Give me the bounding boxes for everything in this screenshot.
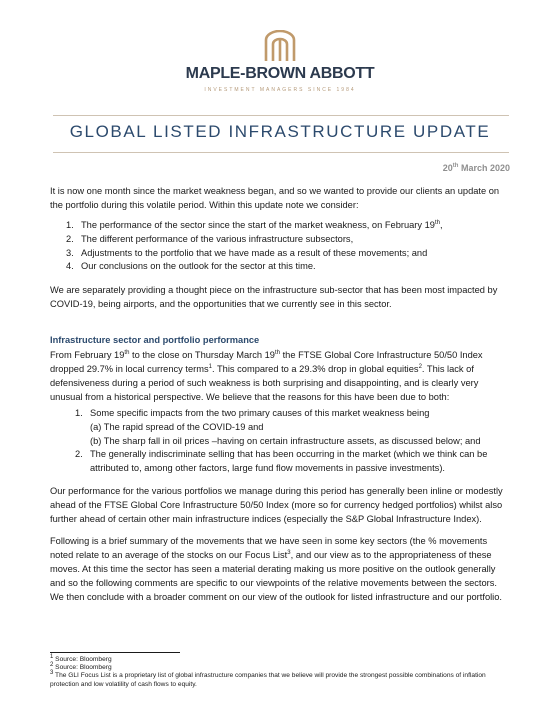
intro-paragraph: It is now one month since the market weakness began, and so we wanted to provide our clients an update on the portfolio during this volatile period. Within this update note we consider: [50,186,500,210]
list-item: 3. Adjustments to the portfolio that we have made as a result of these movements; and [66,247,428,258]
list-subitem: (b) The sharp fall in oil prices –having on certain infrastructure assets, as discussed below; and [90,435,481,446]
list-item: 1. Some specific impacts from the two primary causes of this market weakness being [75,408,430,418]
section-heading: Infrastructure sector and portfolio performance [50,335,260,345]
list-item: 2. The different performance of the various infrastructure subsectors, [66,233,354,244]
our-performance-paragraph: Our performance for the various portfolios we manage during this period has generally been inline or modestly ahead of the FTSE Global Core Infrastructure 50/50 Index (more so for currency hedged portfolios) whilst also further ahead of certain other main infrastructure indices (especially the S&P Global Infrastructure Index). [50,486,503,524]
brand-name: MAPLE-BROWN ABBOTT [185,65,375,82]
footnote: $^3$ The GLI Focus List is a proprietary list of global infrastructure companies that we believe will provide the strongest possible combinations of inflation protection and low volatility of cash flows to equity. [50,670,486,688]
separately-paragraph: We are separately providing a thought piece on the infrastructure sub-sector that has been most impacted by COVID-19, being airports, and the opportunities that we currently see in this sector. [50,285,498,309]
list-item: 4. Our conclusions on the outlook for the sector at this time. [66,261,316,272]
reasons-list [75,407,512,476]
performance-paragraph: From February 19th to the close on Thursday March 19th the FTSE Global Core Infrastructure 50/50 Index dropped 29.7% in local currency terms$^1$. This compared to a 29.3% drop in global equities$^2$. This lack of defensiveness during a period of such weakness is both surprising and disappointing, and is clearly very unusual from a historical perspective. We believe that the reasons for this have been due to both: [50,349,483,402]
following-paragraph: Following is a brief summary of the movements that we have seen in some key sectors (the % movements noted relate to an average of the stocks on our Focus List$^3$, and our view as to the appropriateness of these moves. At this time the sector has seen a material derating making us more positive on the outlook generally and so the following comments are specific to our viewpoints of the relative movements between the sectors. We then conclude with a broader comment on our view of the outlook for listed infrastructure and our portfolio. [50,536,503,602]
consider-list [66,219,512,274]
list-subitem: (a) The rapid spread of the COVID-19 and [90,421,264,432]
footnote: $^1$ Source: Bloomberg [50,653,112,663]
document-date: 20th March 2020 [442,163,510,173]
title-rule-bottom [53,152,509,153]
mba-logo-icon [263,30,297,62]
footnote: $^2$ Source: Bloomberg [50,662,112,672]
title-rule-top [53,115,509,116]
footnote-rule [50,652,180,653]
brand-tagline: INVESTMENT MANAGERS SINCE 1984 [204,87,356,93]
list-item: 2. The generally indiscriminate selling that has been occurring in the market (which we think can be attributed to, among other factors, large fund flow movements in passive investments). [75,449,488,474]
footnotes [50,653,512,689]
document-title: GLOBAL LISTED INFRASTRUCTURE UPDATE [69,122,491,141]
list-item: 1. The performance of the sector since the start of the market weakness, on February 19th, [66,219,443,230]
